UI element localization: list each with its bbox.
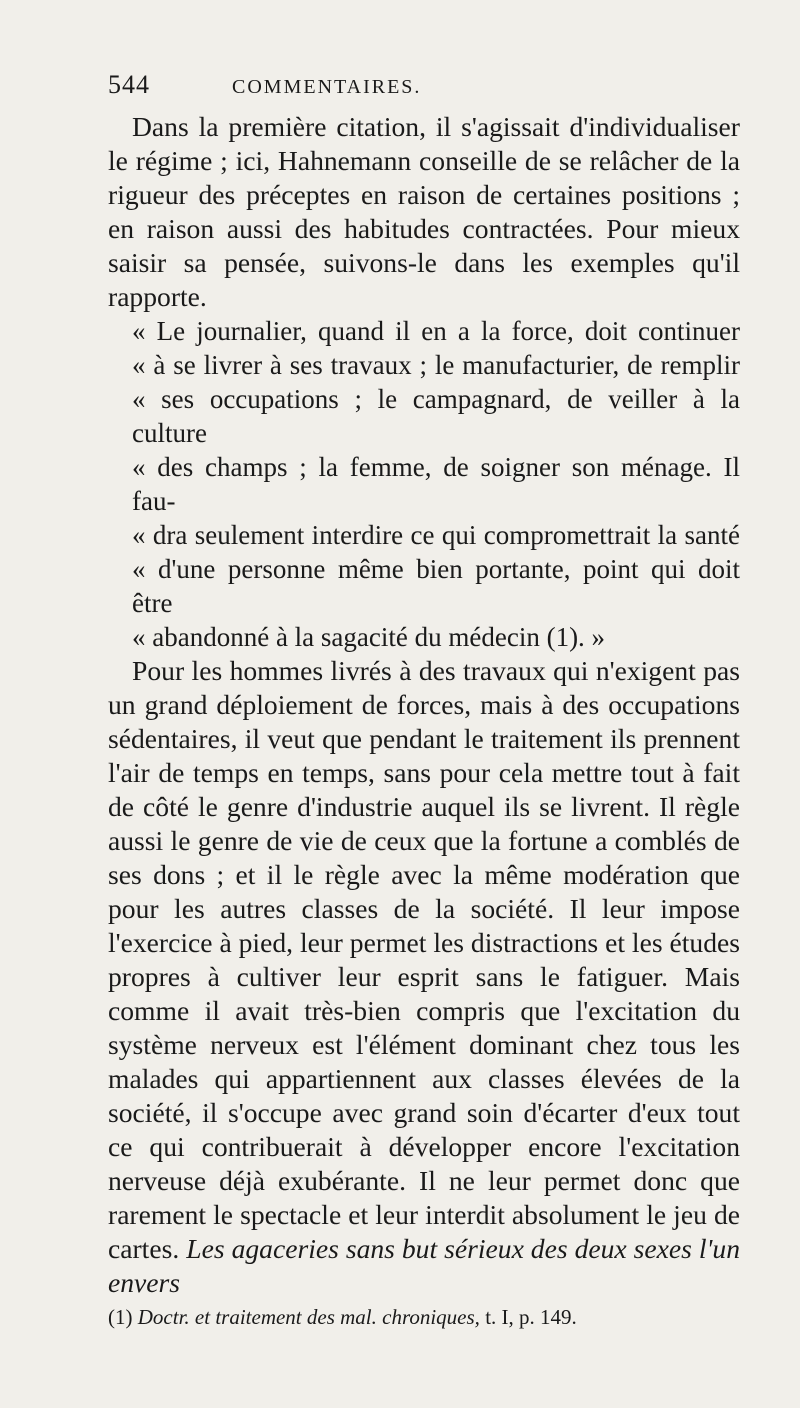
- quote-line: « Le journalier, quand il en a la force, doit continuer: [132, 316, 740, 346]
- running-title: COMMENTAIRES.: [232, 76, 422, 98]
- page-number: 544: [108, 70, 150, 99]
- body-text: [108, 110, 740, 1330]
- paragraph-main-text: Pour les hommes livrés à des travaux qui n'exigent pas un grand déploiement de forces, mais à des occupations sédentaires, il veut que pendant le traitement ils prennent l'air de temps en temps, sans pour cela mettre tout à fait de côté le genre d'industrie auquel ils se livrent. Il règle aussi le genre de vie de ceux que la fortune a comblés de ses dons ; et il le règle avec la même modération que pour les autres classes de la société. Il leur impose l'exercice à pied, leur permet les distractions et les études propres à cultiver leur esprit sans le fatiguer. Mais comme il avait très-bien compris que l'excitation du système nerveux est l'élément dominant chez tous les malades qui appartiennent aux classes élevées de la société, il s'occupe avec grand soin d'écarter d'eux tout ce qui contribuerait à développer encore l'excitation nerveuse déjà exubérante. Il ne leur permet donc que rarement le spectacle et leur interdit absolument le jeu de cartes.: [108, 655, 740, 1264]
- quote-line: « dra seulement interdire ce qui compromettrait la santé: [132, 520, 740, 550]
- paragraph-italic-start: Les agaceries sans but sérieux des deux sexes l'un envers: [108, 1233, 741, 1298]
- paragraph-main: [108, 654, 740, 1300]
- quote-line: « abandonné à la sagacité du médecin (1). »: [132, 622, 606, 652]
- page-header: [108, 70, 740, 106]
- quotation: [108, 314, 740, 654]
- footnote-ref: t. I, p. 149.: [485, 1305, 577, 1329]
- footnote: [108, 1304, 740, 1330]
- footnote-text: Doctr. et traitement des mal. chroniques,: [137, 1305, 480, 1329]
- paragraph-intro: Dans la première citation, il s'agissait d'individualiser le régime ; ici, Hahnemann conseille de se relâcher de la rigueur des préceptes en raison de certaines positions ; en raison aussi des habitudes contractées. Pour mieux saisir sa pensée, suivons-le dans les exemples qu'il rapporte.: [108, 111, 740, 312]
- quote-line: « d'une personne même bien portante, point qui doit être: [132, 554, 740, 618]
- quote-line: « à se livrer à ses travaux ; le manufacturier, de remplir: [132, 350, 740, 380]
- quote-line: « des champs ; la femme, de soigner son ménage. Il fau-: [132, 452, 740, 516]
- footnote-marker: (1): [108, 1305, 133, 1329]
- quote-line: « ses occupations ; le campagnard, de veiller à la culture: [132, 384, 740, 448]
